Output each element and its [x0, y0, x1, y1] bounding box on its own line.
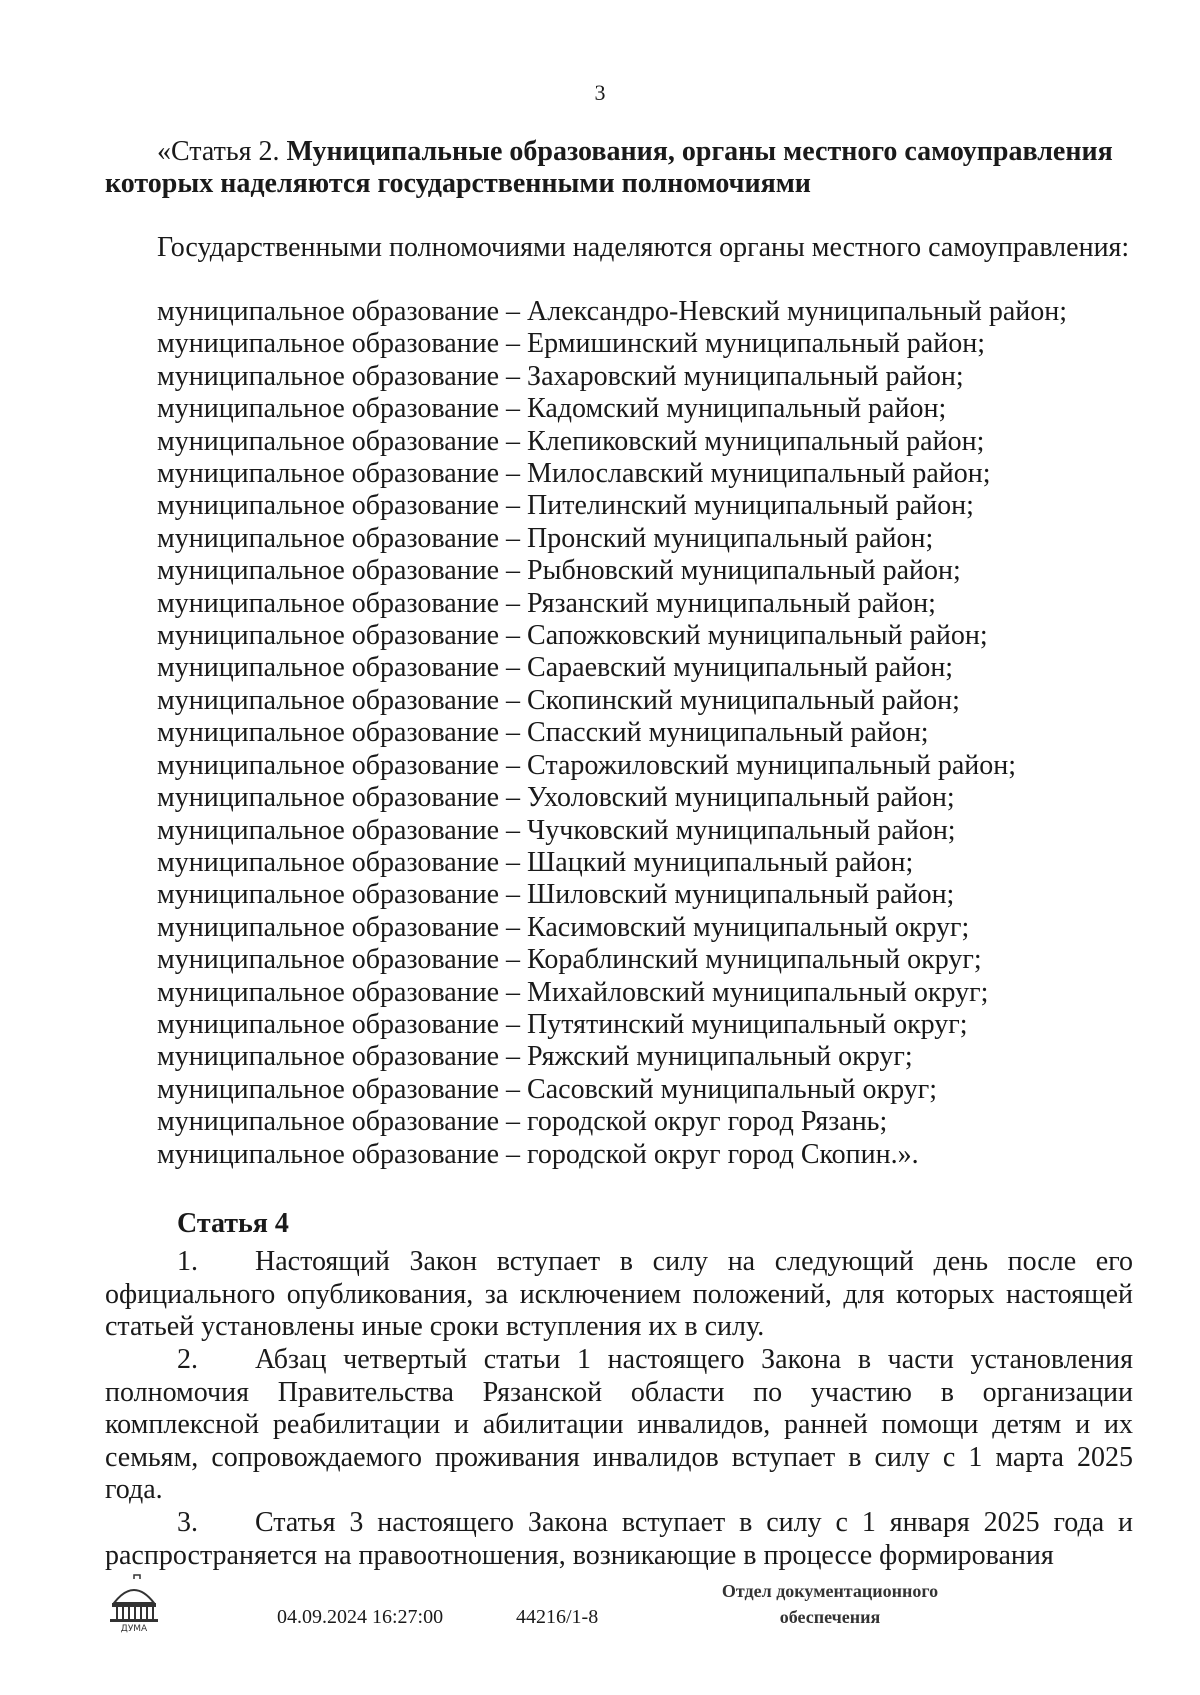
article2-prefix: «Статья 2.: [157, 136, 287, 167]
municipality-list-item: муниципальное образование – Кадомский муниципальный район;: [157, 393, 947, 425]
paragraph-number: 1.: [177, 1246, 198, 1277]
article4-title: Статья 4: [177, 1208, 289, 1239]
municipality-list-item: муниципальное образование – Захаровский муниципальный район;: [157, 360, 964, 392]
municipality-list-item: муниципальное образование – Скопинский муниципальный район;: [157, 684, 960, 716]
department-stamp: Отдел документационного обеспечения: [721, 1581, 939, 1627]
municipality-list: [157, 296, 1067, 1171]
footer-reg-number: 44216/1-8: [516, 1606, 599, 1628]
municipality-list-item: муниципальное образование – Шиловский муниципальный район;: [157, 879, 955, 911]
municipality-list-item: муниципальное образование – Ухоловский муниципальный район;: [157, 782, 955, 814]
municipality-list-item: муниципальное образование – Александро-Невский муниципальный район;: [157, 296, 1068, 327]
municipality-list-item: муниципальное образование – Сапожковский муниципальный район;: [157, 620, 988, 652]
municipality-list-item: муниципальное образование – Касимовский муниципальный округ;: [157, 911, 970, 943]
article4-paragraph-1: [105, 1246, 1133, 1344]
municipality-list-item: муниципальное образование – Пителинский муниципальный район;: [157, 490, 974, 522]
municipality-list-item: муниципальное образование – Рыбновский муниципальный район;: [157, 555, 961, 587]
paragraph-text: Статья 3 настоящего Закона вступает в силу с 1 января 2025 года и распространяется на правоотношения, возникающие в процессе формирования: [105, 1507, 1133, 1571]
municipality-list-item: муниципальное образование – Ряжский муниципальный округ;: [157, 1041, 913, 1073]
paragraph-number: 3.: [177, 1507, 198, 1538]
municipality-list-item: муниципальное образование – Рязанский муниципальный район;: [157, 587, 936, 619]
article2-title: Муниципальные образования, органы местного самоуправления которых наделяются государственными полномочиями: [105, 136, 1113, 199]
municipality-list-item: муниципальное образование – Сараевский муниципальный район;: [157, 652, 954, 684]
municipality-list-item: муниципальное образование – Михайловский муниципальный округ;: [157, 976, 989, 1008]
paragraph-text: Настоящий Закон вступает в силу на следующий день после его официального опубликования, за исключением положений, для которых настоящей статьей установлены иные сроки вступления их в силу.: [105, 1246, 1133, 1342]
article2-heading: [105, 136, 1133, 200]
article2-intro: Государственными полномочиями наделяются органы местного самоуправления:: [157, 232, 1130, 263]
logo-text: ДУМА: [120, 1624, 148, 1633]
municipality-list-item: муниципальное образование – Милославский муниципальный район;: [157, 458, 991, 490]
municipality-list-item: муниципальное образование – Путятинский муниципальный округ;: [157, 1008, 968, 1040]
article4-paragraph-3: [105, 1507, 1133, 1572]
municipality-list-item: муниципальное образование – городской округ город Рязань;: [157, 1106, 888, 1138]
municipality-list-item: муниципальное образование – Старожиловский муниципальный район;: [157, 749, 1017, 781]
duma-logo-icon: [106, 1573, 162, 1633]
municipality-list-item: муниципальное образование – Кораблинский муниципальный округ;: [157, 944, 982, 976]
paragraph-text: Абзац четвертый статьи 1 настоящего Закона в части установления полномочия Правительства Рязанской области по участию в организации комплексной реабилитации и абилитации инвалидов, ранней помощи детям и их семьям, сопровождаемого проживания инвалидов вступает в силу с 1 марта 2025 года.: [105, 1344, 1133, 1505]
municipality-list-item: муниципальное образование – Спасский муниципальный район;: [157, 717, 929, 749]
article4-paragraph-2: [105, 1344, 1133, 1507]
municipality-list-item: муниципальное образование – Сасовский муниципальный округ;: [157, 1073, 937, 1105]
paragraph-number: 2.: [177, 1344, 198, 1375]
municipality-list-item: муниципальное образование – Пронский муниципальный район;: [157, 522, 934, 554]
municipality-list-item: муниципальное образование – Клепиковский муниципальный район;: [157, 425, 985, 457]
footer-datetime: 04.09.2024 16:27:00: [277, 1606, 444, 1628]
municipality-list-item: муниципальное образование – Шацкий муниципальный район;: [157, 846, 914, 878]
municipality-list-item: муниципальное образование – городской округ город Скопин.».: [157, 1138, 919, 1170]
municipality-list-item: муниципальное образование – Чучковский муниципальный район;: [157, 814, 956, 846]
municipality-list-item: муниципальное образование – Ермишинский муниципальный район;: [157, 328, 985, 360]
page-number: 3: [594, 80, 606, 105]
